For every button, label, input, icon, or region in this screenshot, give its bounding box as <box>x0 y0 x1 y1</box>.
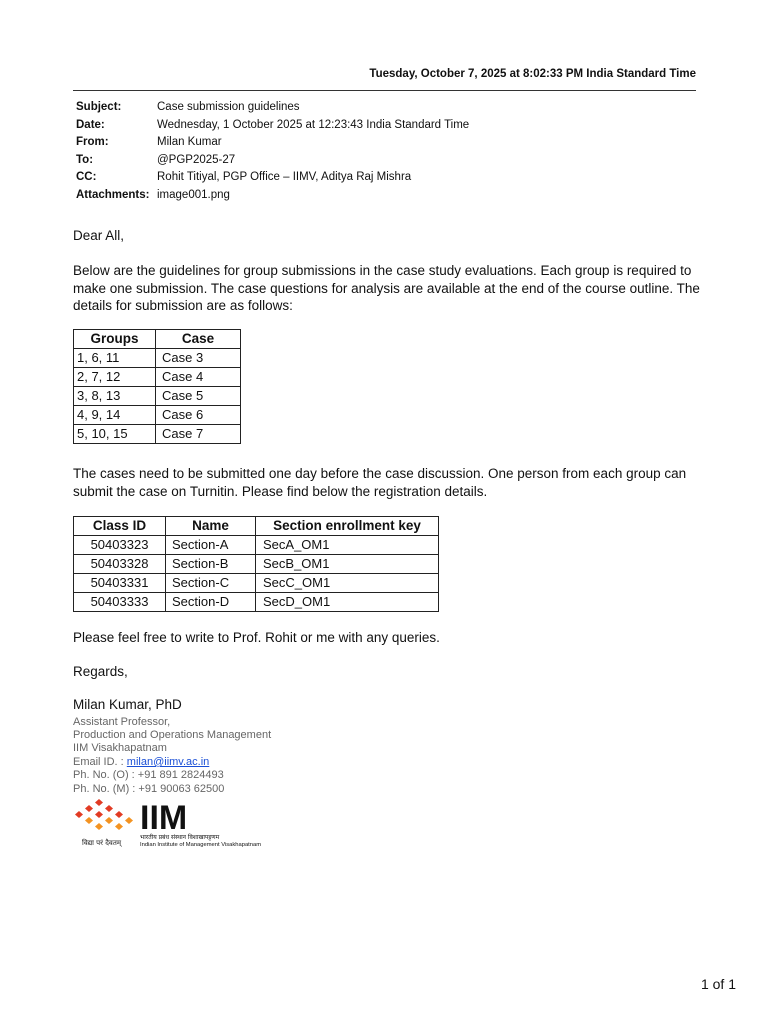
header-divider <box>73 90 696 91</box>
column-header-case: Case <box>156 330 241 349</box>
table-row <box>74 368 241 387</box>
column-header-name: Name <box>166 517 256 536</box>
attachments-value: image001.png <box>157 188 230 201</box>
groups-table <box>73 329 241 444</box>
cc-row <box>76 171 469 189</box>
subject-value: Case submission guidelines <box>157 101 300 113</box>
class-id-cell: 50403323 <box>74 536 166 555</box>
table-row <box>74 593 439 612</box>
column-header-enrollment-key: Section enrollment key <box>256 517 439 536</box>
column-header-groups: Groups <box>74 330 156 349</box>
name-cell: Section-C <box>166 574 256 593</box>
class-id-cell: 50403328 <box>74 555 166 574</box>
case-cell: Case 7 <box>156 425 241 444</box>
case-cell: Case 3 <box>156 349 241 368</box>
class-id-cell: 50403331 <box>74 574 166 593</box>
to-row <box>76 154 469 172</box>
email-link[interactable]: milan@iimv.ac.in <box>126 756 210 768</box>
logo-hindi-name: भारतीय प्रबंध संस्थान विशाखापट्टणम <box>140 834 220 841</box>
key-cell: SecC_OM1 <box>256 574 439 593</box>
date-label: Date: <box>76 118 105 131</box>
signature-institute: IIM Visakhapatnam <box>73 742 167 754</box>
groups-cell: 3, 8, 13 <box>74 387 156 406</box>
to-value: @PGP2025-27 <box>157 153 236 166</box>
closing: Regards, <box>73 664 128 679</box>
diamond-pattern-icon <box>75 799 133 830</box>
signature-phone-office: Ph. No. (O) : +91 891 2824493 <box>73 769 224 781</box>
signature-title: Assistant Professor, <box>73 716 171 728</box>
class-id-cell: 50403333 <box>74 593 166 612</box>
iim-wordmark: IIM <box>140 799 188 837</box>
class-table <box>73 516 439 612</box>
case-cell: Case 5 <box>156 387 241 406</box>
date-value: Wednesday, 1 October 2025 at 12:23:43 India Standard Time <box>157 118 470 131</box>
to-label: To: <box>76 153 94 166</box>
table-row <box>74 555 439 574</box>
email-header <box>76 101 469 206</box>
table-row <box>74 349 241 368</box>
page-number: 1 of 1 <box>700 976 736 992</box>
from-label: From: <box>76 136 109 148</box>
queries-paragraph: Please feel free to write to Prof. Rohit or me with any queries. <box>73 630 440 645</box>
case-cell: Case 6 <box>156 406 241 425</box>
iim-visakhapatnam-logo <box>73 797 285 851</box>
cc-label: CC: <box>76 171 97 183</box>
table-row <box>74 425 241 444</box>
intro-paragraph: Below are the guidelines for group submissions in the case study evaluations. Each group is required to make one submission. The case questions for analysis are available at the end of the course outline. The details for submission are as follows: <box>73 263 700 313</box>
greeting: Dear All, <box>73 228 125 243</box>
attachments-row <box>76 189 469 207</box>
submission-paragraph: The cases need to be submitted one day before the case discussion. One person from each group can submit the case on Turnitin. Please find below the registration details. <box>73 466 687 499</box>
signature-name: Milan Kumar, PhD <box>73 697 182 712</box>
print-timestamp: Tuesday, October 7, 2025 at 8:02:33 PM India Standard Time <box>369 68 696 80</box>
from-value: Milan Kumar <box>157 136 222 148</box>
signature-email-line <box>73 756 209 768</box>
email-label: Email ID. : <box>73 756 127 768</box>
from-row <box>76 136 469 154</box>
name-cell: Section-A <box>166 536 256 555</box>
table-row <box>74 574 439 593</box>
table-row <box>74 406 241 425</box>
signature-department: Production and Operations Management <box>73 729 272 741</box>
name-cell: Section-B <box>166 555 256 574</box>
groups-cell: 5, 10, 15 <box>74 425 156 444</box>
logo-motto: विद्या परं दैवतम् <box>82 839 122 847</box>
date-row <box>76 119 469 137</box>
signature-phone-mobile: Ph. No. (M) : +91 90063 62500 <box>73 783 225 795</box>
subject-row <box>76 101 469 119</box>
key-cell: SecD_OM1 <box>256 593 439 612</box>
groups-cell: 1, 6, 11 <box>74 349 156 368</box>
subject-label: Subject: <box>76 101 122 113</box>
key-cell: SecB_OM1 <box>256 555 439 574</box>
class-table-header <box>74 517 439 536</box>
groups-cell: 4, 9, 14 <box>74 406 156 425</box>
cc-value: Rohit Titiyal, PGP Office – IIMV, Aditya Raj Mishra <box>157 171 412 183</box>
case-cell: Case 4 <box>156 368 241 387</box>
groups-table-header <box>74 330 241 349</box>
table-row <box>74 536 439 555</box>
table-row <box>74 387 241 406</box>
key-cell: SecA_OM1 <box>256 536 439 555</box>
name-cell: Section-D <box>166 593 256 612</box>
attachments-label: Attachments: <box>76 188 150 201</box>
logo-english-name: Indian Institute of Management Visakhapatnam <box>140 842 262 848</box>
column-header-class-id: Class ID <box>74 517 166 536</box>
groups-cell: 2, 7, 12 <box>74 368 156 387</box>
